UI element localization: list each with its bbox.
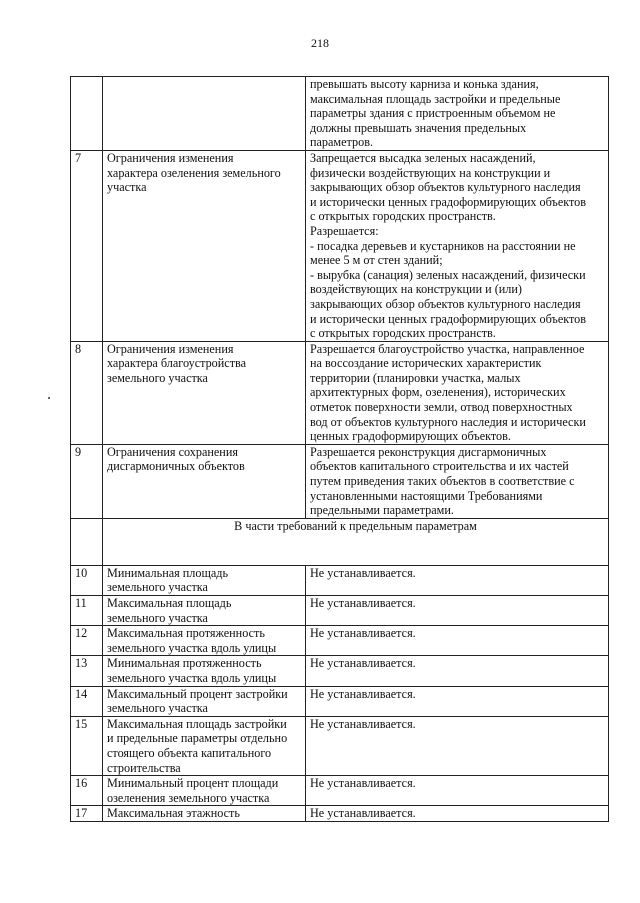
table-row-12	[71, 626, 609, 656]
row-value-cell: Разрешается реконструкция дисгармоничных объектов капитального строительства и их частей путем приведения таких объектов в соответствие с установленными настоящими Требованиями предельными параметрами.	[306, 444, 609, 518]
row-value: Не устанавливается.	[306, 565, 609, 595]
row-number: 16	[71, 776, 103, 806]
row-name-cell: Максимальная площадь застройки и предельные параметры отдельно стоящего объекта капитального строительства	[103, 716, 306, 775]
table-row-17	[71, 806, 609, 822]
row-number: 11	[71, 596, 103, 626]
row-name-cell: Максимальная протяженность земельного участка вдоль улицы	[103, 626, 306, 656]
row-value: Не устанавливается.	[306, 716, 609, 775]
row-number: 8	[71, 341, 103, 444]
row-number: 14	[71, 686, 103, 716]
row-value: Не устанавливается.	[306, 626, 609, 656]
row-name-cell: Минимальная протяженность земельного участка вдоль улицы	[103, 656, 306, 686]
row-name-cell: Максимальная площадь земельного участка	[103, 596, 306, 626]
table-row-11	[71, 596, 609, 626]
row-number: 12	[71, 626, 103, 656]
table-section-row	[71, 518, 609, 565]
row-value: Не устанавливается.	[306, 686, 609, 716]
table-row-16	[71, 776, 609, 806]
row-number: 10	[71, 565, 103, 595]
row-number: 7	[71, 150, 103, 341]
row-number-cell	[71, 77, 103, 151]
scan-speck	[48, 397, 50, 399]
row-value: Не устанавливается.	[306, 596, 609, 626]
row-value: Не устанавливается.	[306, 776, 609, 806]
table-row-13	[71, 656, 609, 686]
section-title: В части требований к предельным параметрам	[103, 518, 609, 565]
table-row-9	[71, 444, 609, 518]
row-value: Не устанавливается.	[306, 806, 609, 822]
requirements-table	[70, 76, 609, 822]
table-row-14	[71, 686, 609, 716]
row-name-cell: Ограничения изменения характера благоустройства земельного участка	[103, 341, 306, 444]
row-name-cell: Максимальный процент застройки земельного участка	[103, 686, 306, 716]
row-name-cell: Минимальный процент площади озеленения земельного участка	[103, 776, 306, 806]
page-number: 218	[311, 36, 329, 50]
row-name-cell: Максимальная этажность	[103, 806, 306, 822]
section-number-cell	[71, 518, 103, 565]
row-value-cell: превышать высоту карниза и конька здания, максимальная площадь застройки и предельные параметры здания с пристроенным объемом не должны превышать значения предельных параметров.	[306, 77, 609, 151]
row-name-cell: Ограничения сохранения дисгармоничных объектов	[103, 444, 306, 518]
row-number: 15	[71, 716, 103, 775]
row-number: 9	[71, 444, 103, 518]
row-value-cell: Запрещается высадка зеленых насаждений, физически воздействующих на конструкции и закрывающих обзор объектов культурного наследия и исторически ценных градоформирующих объектов с открытых городских пространств. Разрешается: - посадка деревьев и кустарников на расстоянии не менее 5 м от стен зданий; - вырубка (санация) зеленых насаждений, физически воздействующих на конструкции и (или) закрывающих обзор объектов культурного наследия и исторически ценных градоформирующих объектов с открытых городских пространств.	[306, 150, 609, 341]
row-name-cell: Ограничения изменения характера озеленения земельного участка	[103, 150, 306, 341]
table-row-continuation	[71, 77, 609, 151]
table-row-10	[71, 565, 609, 595]
row-number: 13	[71, 656, 103, 686]
row-name-cell	[103, 77, 306, 151]
row-number: 17	[71, 806, 103, 822]
row-name-cell: Минимальная площадь земельного участка	[103, 565, 306, 595]
table-row-8	[71, 341, 609, 444]
table-row-15	[71, 716, 609, 775]
row-value: Не устанавливается.	[306, 656, 609, 686]
table-row-7	[71, 150, 609, 341]
row-value-cell: Разрешается благоустройство участка, направленное на воссоздание исторических характеристик территории (планировки участка, малых архитектурных форм, озеленения), исторических отметок поверхности земли, отвод поверхностных вод от объектов культурного наследия и исторически ценных градоформирующих объектов.	[306, 341, 609, 444]
